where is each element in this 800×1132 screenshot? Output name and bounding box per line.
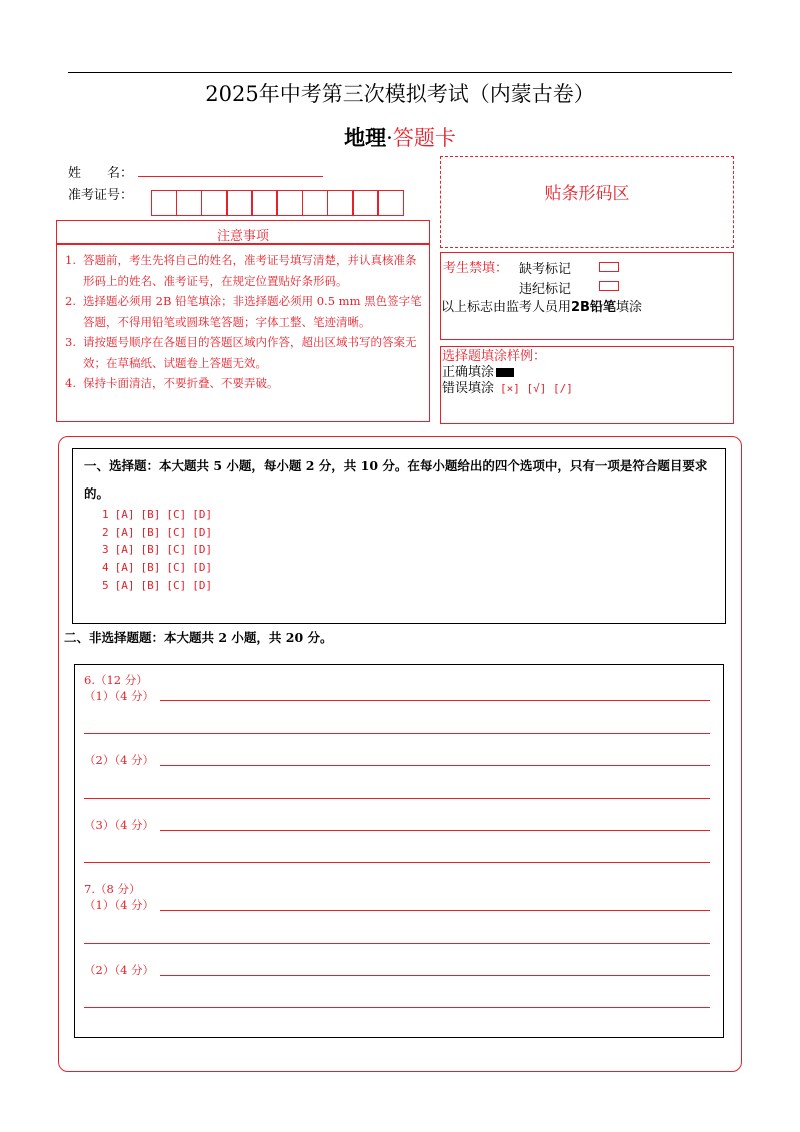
id-digit-box[interactable] <box>327 190 354 216</box>
absent-label: 缺考标记 <box>519 262 572 277</box>
top-rule <box>68 72 732 73</box>
notice-title: 注意事项 <box>56 220 430 244</box>
choice-option[interactable]: [A] <box>114 525 135 539</box>
choice-option[interactable]: [D] <box>192 561 213 575</box>
choice-row <box>102 506 212 524</box>
notice-item-num: 1. <box>65 253 76 267</box>
id-digit-box[interactable] <box>352 190 379 216</box>
id-number-boxes[interactable] <box>152 190 404 216</box>
choice-rows <box>102 506 212 595</box>
choice-option[interactable]: [D] <box>192 525 213 539</box>
choice-option[interactable]: [C] <box>166 525 187 539</box>
choice-option[interactable]: [D] <box>192 508 213 521</box>
choice-row <box>102 559 212 577</box>
notice-item-text: 答题前，考生先将自己的姓名，准考证号填写清楚，并认真核准条形码上的姓名、准考证号，在规定位置贴好条形码。 <box>83 253 417 288</box>
id-digit-box[interactable] <box>276 190 303 216</box>
filled-mark-icon <box>496 368 514 377</box>
prohibit-note-bold: 2B铅笔 <box>571 300 616 315</box>
answer-line[interactable] <box>84 943 710 944</box>
choice-option[interactable]: [B] <box>140 578 161 592</box>
subtitle-dot: · <box>386 126 393 150</box>
choice-row <box>102 541 212 559</box>
notice-item-text: 请按题号顺序在各题目的答题区域内作答，超出区域书写的答案无效；在草稿纸、试题卷上答题无效。 <box>83 335 417 370</box>
id-digit-box[interactable] <box>377 190 404 216</box>
q6-part3-label: （3）（4 分） <box>84 818 155 832</box>
prohibit-heading: 考生禁填： <box>443 261 509 276</box>
name-label: 姓 名： <box>68 166 134 181</box>
answer-line[interactable] <box>84 733 710 734</box>
id-digit-box[interactable] <box>226 190 253 216</box>
violation-label: 违纪标记 <box>519 282 572 297</box>
choice-option[interactable]: [B] <box>140 508 161 521</box>
name-input-line[interactable] <box>138 176 323 177</box>
notice-item-text: 保持卡面清洁，不要折叠、不要弄破。 <box>83 376 279 390</box>
choice-option[interactable]: [C] <box>166 561 187 575</box>
correct-label: 正确填涂 <box>442 365 495 380</box>
subject-name: 地理 <box>344 125 387 150</box>
choice-option[interactable]: [C] <box>166 578 187 592</box>
q7-part2-label: （2）（4 分） <box>84 963 155 977</box>
choice-option[interactable]: [A] <box>114 578 135 592</box>
sample-heading: 选择题填涂样例： <box>442 349 547 364</box>
question-number: 4 <box>102 561 109 575</box>
violation-mark-box[interactable] <box>599 281 619 291</box>
answer-line[interactable] <box>84 862 710 863</box>
answer-line[interactable] <box>160 975 710 976</box>
answer-line[interactable] <box>160 910 710 911</box>
barcode-label: 贴条形码区 <box>544 184 630 204</box>
notice-item <box>65 373 423 394</box>
id-digit-box[interactable] <box>151 190 178 216</box>
wrong-marks: [×] [√] [/] <box>500 382 573 395</box>
id-digit-box[interactable] <box>251 190 278 216</box>
choice-option[interactable]: [B] <box>140 525 161 539</box>
choice-row <box>102 524 212 542</box>
q6-part1-label: （1）（4 分） <box>84 689 155 703</box>
absent-mark-box[interactable] <box>599 262 619 272</box>
answer-line[interactable] <box>160 830 710 831</box>
id-digit-box[interactable] <box>302 190 329 216</box>
prohibit-note-text: 以上标志由监考人员用 <box>441 300 572 315</box>
exam-title: 2025年中考第三次模拟考试（内蒙古卷） <box>205 82 595 106</box>
q6-title: 6.（12 分） <box>84 673 148 687</box>
answer-line[interactable] <box>160 765 710 766</box>
notice-item-text: 选择题必须用 2B 铅笔填涂；非选择题必须用 0.5 mm 黑色签字笔答题，不得用铅笔或圆珠笔答题；字体工整、笔迹清晰。 <box>83 294 422 329</box>
q7-part1-label: （1）（4 分） <box>84 898 155 912</box>
notice-item <box>65 291 423 332</box>
prohibit-note-end: 填涂 <box>615 300 642 315</box>
answer-line[interactable] <box>160 700 710 701</box>
question-number: 2 <box>102 525 109 539</box>
wrong-label: 错误填涂 <box>442 381 495 396</box>
notice-item-num: 2. <box>65 294 76 308</box>
choice-option[interactable]: [B] <box>140 561 161 575</box>
section2-heading: 二、非选择题题：本大题共 2 小题，共 20 分。 <box>64 630 333 645</box>
id-label: 准考证号： <box>68 188 134 203</box>
open-answer-box <box>74 664 724 1038</box>
choice-option[interactable]: [C] <box>166 543 187 557</box>
question-number: 5 <box>102 578 109 592</box>
barcode-area <box>440 156 734 248</box>
section1-heading: 一、选择题：本大题共 5 小题，每小题 2 分，共 10 分。在每小题给出的四个选项中，只有一项是符合题目要求的。 <box>84 458 708 501</box>
card-subtitle <box>0 122 800 152</box>
q6-part2-label: （2）（4 分） <box>84 753 155 767</box>
wrong-sample <box>442 381 733 397</box>
notice-item <box>65 250 423 291</box>
choice-option[interactable]: [D] <box>192 578 213 592</box>
answer-line[interactable] <box>84 798 710 799</box>
choice-option[interactable]: [D] <box>192 543 213 557</box>
notice-item-num: 4. <box>65 376 76 390</box>
id-digit-box[interactable] <box>176 190 203 216</box>
choice-option[interactable]: [C] <box>166 508 187 521</box>
answer-line[interactable] <box>84 1007 710 1008</box>
choice-option[interactable]: [A] <box>114 508 135 521</box>
correct-sample <box>442 365 733 381</box>
card-name: 答题卡 <box>392 126 456 150</box>
question-number: 1 <box>102 508 109 521</box>
fill-sample-box <box>440 346 734 424</box>
notice-item-num: 3. <box>65 335 76 349</box>
id-digit-box[interactable] <box>201 190 228 216</box>
q7-title: 7.（8 分） <box>84 882 141 896</box>
choice-row <box>102 577 212 595</box>
question-number: 3 <box>102 543 109 557</box>
choice-option[interactable]: [A] <box>114 561 135 575</box>
prohibit-note <box>441 296 642 315</box>
notice-box <box>56 244 430 422</box>
notice-item <box>65 332 423 373</box>
choice-option[interactable]: [B] <box>140 543 161 557</box>
prohibit-box <box>440 252 734 340</box>
choice-option[interactable]: [A] <box>114 543 135 557</box>
